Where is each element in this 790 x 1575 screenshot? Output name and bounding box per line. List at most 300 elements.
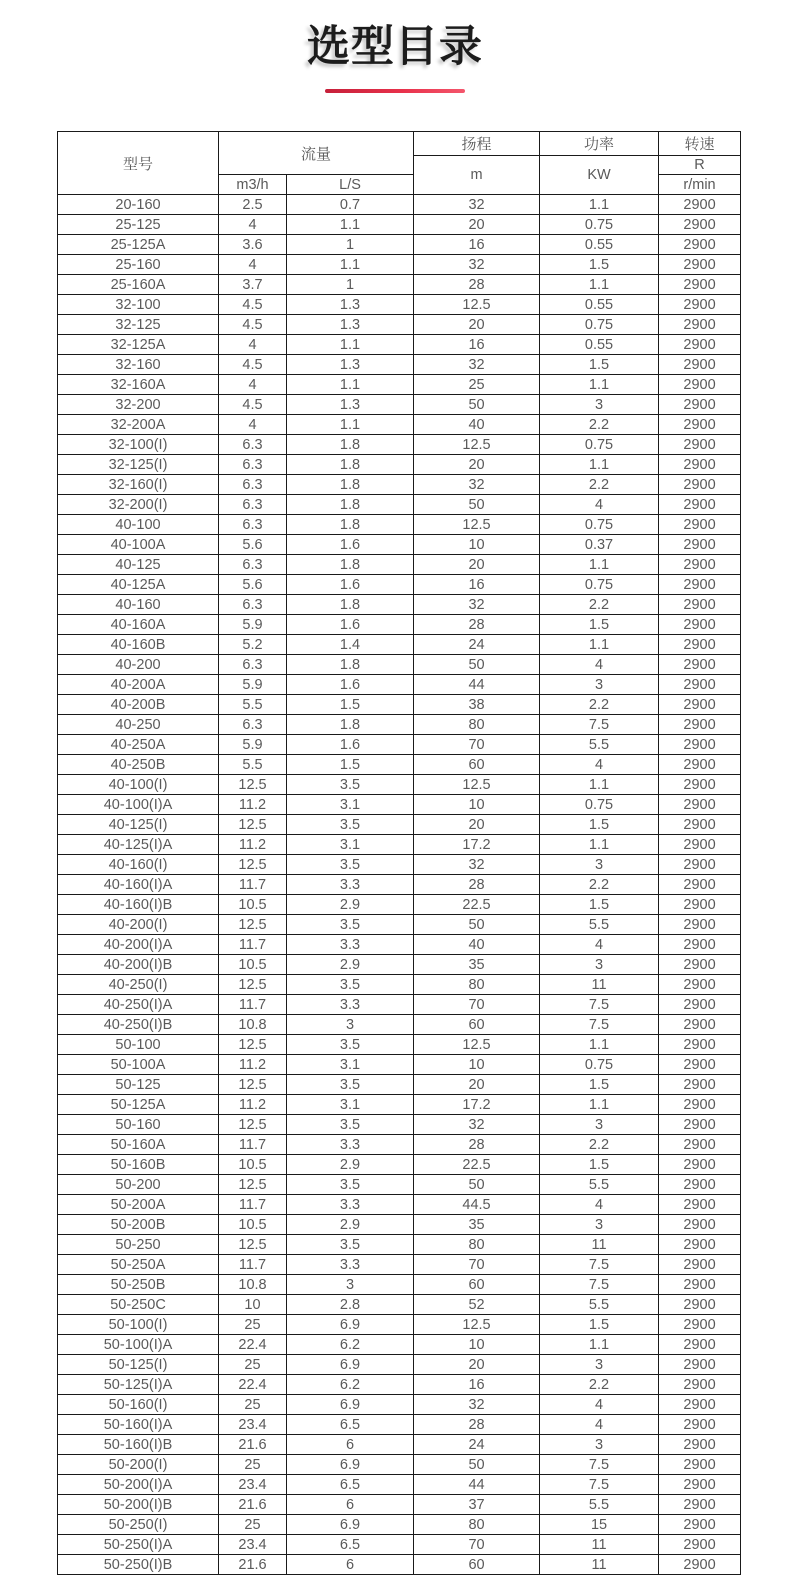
table-cell: 25-160 — [58, 255, 219, 275]
table-cell: 1.1 — [540, 1335, 659, 1355]
table-cell: 2900 — [659, 895, 741, 915]
table-cell: 40-200(I)B — [58, 955, 219, 975]
table-row — [58, 1435, 741, 1455]
table-cell: 50-160(I) — [58, 1395, 219, 1415]
table-cell: 10 — [414, 535, 540, 555]
table-row — [58, 1235, 741, 1255]
table-row — [58, 255, 741, 275]
table-cell: 3.5 — [287, 1235, 414, 1255]
table-cell: 32 — [414, 855, 540, 875]
table-cell: 11 — [540, 1555, 659, 1575]
table-row — [58, 1175, 741, 1195]
table-row — [58, 235, 741, 255]
table-cell: 1.1 — [287, 215, 414, 235]
table-cell: 1.6 — [287, 675, 414, 695]
table-cell: 4 — [540, 935, 659, 955]
table-cell: 25 — [219, 1455, 287, 1475]
table-cell: 40-160 — [58, 595, 219, 615]
table-cell: 24 — [414, 635, 540, 655]
table-cell: 28 — [414, 615, 540, 635]
table-cell: 2.2 — [540, 1135, 659, 1155]
table-cell: 4 — [219, 415, 287, 435]
table-cell: 2900 — [659, 1275, 741, 1295]
table-cell: 23.4 — [219, 1475, 287, 1495]
table-cell: 32-160 — [58, 355, 219, 375]
table-cell: 1.1 — [540, 775, 659, 795]
table-cell: 1.8 — [287, 655, 414, 675]
table-cell: 38 — [414, 695, 540, 715]
table-cell: 5.2 — [219, 635, 287, 655]
table-cell: 2900 — [659, 1115, 741, 1135]
table-cell: 40-160(I) — [58, 855, 219, 875]
table-cell: 0.75 — [540, 1055, 659, 1075]
table-cell: 1.1 — [540, 1035, 659, 1055]
header-flow-unit-ls: L/S — [287, 175, 414, 195]
table-cell: 1.1 — [287, 255, 414, 275]
table-cell: 3.5 — [287, 815, 414, 835]
table-row — [58, 455, 741, 475]
table-cell: 44 — [414, 675, 540, 695]
table-cell: 40-200B — [58, 695, 219, 715]
table-row — [58, 295, 741, 315]
table-cell: 5.5 — [540, 915, 659, 935]
table-row — [58, 1495, 741, 1515]
table-cell: 10 — [414, 1055, 540, 1075]
header-speed-unit-r: R — [659, 156, 741, 175]
table-cell: 1.4 — [287, 635, 414, 655]
table-cell: 2900 — [659, 1315, 741, 1335]
table-cell: 28 — [414, 275, 540, 295]
table-cell: 5.5 — [540, 735, 659, 755]
header-power: 功率 — [540, 132, 659, 156]
table-cell: 1.5 — [540, 255, 659, 275]
header-flow-unit-m3h: m3/h — [219, 175, 287, 195]
table-cell: 5.6 — [219, 575, 287, 595]
table-row — [58, 635, 741, 655]
table-cell: 20 — [414, 1355, 540, 1375]
table-cell: 3.5 — [287, 1035, 414, 1055]
table-row — [58, 1135, 741, 1155]
table-cell: 5.6 — [219, 535, 287, 555]
table-cell: 16 — [414, 1375, 540, 1395]
table-cell: 11.7 — [219, 1135, 287, 1155]
table-cell: 32-200A — [58, 415, 219, 435]
table-row — [58, 735, 741, 755]
table-cell: 80 — [414, 975, 540, 995]
table-cell: 6.3 — [219, 515, 287, 535]
table-cell: 23.4 — [219, 1535, 287, 1555]
table-cell: 16 — [414, 235, 540, 255]
table-row — [58, 875, 741, 895]
table-row — [58, 415, 741, 435]
table-cell: 2900 — [659, 295, 741, 315]
table-cell: 5.9 — [219, 735, 287, 755]
table-cell: 2900 — [659, 515, 741, 535]
table-cell: 2.2 — [540, 1375, 659, 1395]
table-cell: 2900 — [659, 215, 741, 235]
table-cell: 3 — [540, 955, 659, 975]
table-cell: 50-200 — [58, 1175, 219, 1195]
table-cell: 0.75 — [540, 515, 659, 535]
table-cell: 3 — [287, 1275, 414, 1295]
table-cell: 1.1 — [540, 455, 659, 475]
table-cell: 4 — [540, 755, 659, 775]
table-cell: 1.1 — [540, 635, 659, 655]
table-cell: 2900 — [659, 1155, 741, 1175]
table-cell: 4 — [219, 335, 287, 355]
table-cell: 7.5 — [540, 1475, 659, 1495]
table-cell: 1.1 — [540, 195, 659, 215]
table-cell: 40-100 — [58, 515, 219, 535]
table-cell: 52 — [414, 1295, 540, 1315]
table-cell: 50-100 — [58, 1035, 219, 1055]
table-row — [58, 595, 741, 615]
table-cell: 3.3 — [287, 935, 414, 955]
table-cell: 32-125A — [58, 335, 219, 355]
table-cell: 1.3 — [287, 355, 414, 375]
table-cell: 2900 — [659, 595, 741, 615]
table-cell: 50-160B — [58, 1155, 219, 1175]
table-cell: 12.5 — [414, 1035, 540, 1055]
table-cell: 11.2 — [219, 1055, 287, 1075]
table-row — [58, 515, 741, 535]
table-cell: 11 — [540, 975, 659, 995]
table-row — [58, 675, 741, 695]
table-cell: 2900 — [659, 1555, 741, 1575]
table-cell: 32-100 — [58, 295, 219, 315]
table-cell: 5.5 — [540, 1495, 659, 1515]
table-cell: 2900 — [659, 915, 741, 935]
table-cell: 2.9 — [287, 955, 414, 975]
table-row — [58, 275, 741, 295]
table-cell: 1.5 — [540, 615, 659, 635]
table-cell: 70 — [414, 995, 540, 1015]
table-cell: 2.9 — [287, 1215, 414, 1235]
table-cell: 32 — [414, 195, 540, 215]
table-cell: 2900 — [659, 455, 741, 475]
table-cell: 6 — [287, 1495, 414, 1515]
table-cell: 3.3 — [287, 1195, 414, 1215]
table-cell: 4 — [219, 215, 287, 235]
table-cell: 0.75 — [540, 315, 659, 335]
table-cell: 6.3 — [219, 555, 287, 575]
table-cell: 20 — [414, 455, 540, 475]
table-cell: 40-160B — [58, 635, 219, 655]
table-header — [58, 132, 741, 195]
table-cell: 3 — [540, 1435, 659, 1455]
table-row — [58, 995, 741, 1015]
table-cell: 1.1 — [540, 275, 659, 295]
table-row — [58, 615, 741, 635]
table-cell: 40-100(I)A — [58, 795, 219, 815]
table-cell: 4 — [540, 1195, 659, 1215]
table-cell: 50-125(I)A — [58, 1375, 219, 1395]
table-cell: 32 — [414, 1395, 540, 1415]
table-cell: 6.3 — [219, 595, 287, 615]
table-cell: 50-100A — [58, 1055, 219, 1075]
table-cell: 2900 — [659, 255, 741, 275]
table-cell: 40 — [414, 935, 540, 955]
table-cell: 6.2 — [287, 1335, 414, 1355]
table-cell: 40-125A — [58, 575, 219, 595]
table-cell: 2900 — [659, 1195, 741, 1215]
table-cell: 2.2 — [540, 875, 659, 895]
table-cell: 50-250B — [58, 1275, 219, 1295]
table-cell: 1.1 — [540, 555, 659, 575]
table-row — [58, 215, 741, 235]
table-cell: 22.4 — [219, 1335, 287, 1355]
table-cell: 24 — [414, 1435, 540, 1455]
table-cell: 1.8 — [287, 715, 414, 735]
table-cell: 12.5 — [414, 775, 540, 795]
table-cell: 32 — [414, 595, 540, 615]
table-cell: 2900 — [659, 1015, 741, 1035]
table-cell: 0.55 — [540, 335, 659, 355]
table-row — [58, 1295, 741, 1315]
table-row — [58, 1055, 741, 1075]
table-cell: 1.5 — [540, 895, 659, 915]
table-cell: 5.9 — [219, 615, 287, 635]
table-cell: 10.8 — [219, 1275, 287, 1295]
table-cell: 4.5 — [219, 355, 287, 375]
table-cell: 2900 — [659, 835, 741, 855]
table-cell: 7.5 — [540, 1255, 659, 1275]
table-cell: 32 — [414, 1115, 540, 1135]
table-row — [58, 1255, 741, 1275]
table-cell: 22.5 — [414, 1155, 540, 1175]
table-cell: 2.2 — [540, 595, 659, 615]
table-cell: 80 — [414, 1515, 540, 1535]
table-cell: 3.5 — [287, 915, 414, 935]
table-row — [58, 755, 741, 775]
table-cell: 2900 — [659, 235, 741, 255]
table-cell: 3 — [540, 855, 659, 875]
table-row — [58, 955, 741, 975]
table-cell: 50-250A — [58, 1255, 219, 1275]
table-cell: 12.5 — [219, 1075, 287, 1095]
table-cell: 10 — [414, 795, 540, 815]
table-cell: 2900 — [659, 415, 741, 435]
table-cell: 21.6 — [219, 1495, 287, 1515]
table-cell: 40-250(I)A — [58, 995, 219, 1015]
table-cell: 40-200 — [58, 655, 219, 675]
table-cell: 70 — [414, 1535, 540, 1555]
table-cell: 2900 — [659, 735, 741, 755]
table-cell: 1.1 — [287, 335, 414, 355]
table-cell: 2900 — [659, 615, 741, 635]
table-cell: 12.5 — [414, 295, 540, 315]
table-cell: 3 — [540, 1215, 659, 1235]
table-cell: 2900 — [659, 475, 741, 495]
table-cell: 50-160 — [58, 1115, 219, 1135]
table-cell: 3.5 — [287, 1115, 414, 1135]
table-cell: 11.7 — [219, 935, 287, 955]
table-cell: 2900 — [659, 1175, 741, 1195]
table-cell: 2900 — [659, 955, 741, 975]
table-cell: 11.7 — [219, 1195, 287, 1215]
table-cell: 4 — [540, 1415, 659, 1435]
table-cell: 0.55 — [540, 295, 659, 315]
header-head: 扬程 — [414, 132, 540, 156]
table-cell: 10 — [219, 1295, 287, 1315]
table-cell: 50-160(I)B — [58, 1435, 219, 1455]
table-cell: 25-160A — [58, 275, 219, 295]
table-cell: 2900 — [659, 1255, 741, 1275]
table-row — [58, 1015, 741, 1035]
table-row — [58, 915, 741, 935]
table-cell: 1.1 — [540, 835, 659, 855]
table-cell: 70 — [414, 1255, 540, 1275]
table-cell: 2.5 — [219, 195, 287, 215]
table-cell: 17.2 — [414, 1095, 540, 1115]
table-cell: 1.3 — [287, 295, 414, 315]
table-cell: 11.7 — [219, 995, 287, 1015]
table-cell: 7.5 — [540, 1455, 659, 1475]
table-cell: 1.5 — [287, 755, 414, 775]
table-cell: 2900 — [659, 995, 741, 1015]
table-row — [58, 1095, 741, 1115]
table-cell: 44.5 — [414, 1195, 540, 1215]
table-cell: 3.3 — [287, 995, 414, 1015]
table-cell: 32 — [414, 255, 540, 275]
table-cell: 50-125 — [58, 1075, 219, 1095]
table-cell: 2900 — [659, 775, 741, 795]
table-cell: 20 — [414, 815, 540, 835]
header-flow: 流量 — [219, 132, 414, 175]
title-divider — [325, 89, 465, 93]
table-cell: 2.2 — [540, 695, 659, 715]
table-cell: 2900 — [659, 1435, 741, 1455]
table-row — [58, 775, 741, 795]
table-cell: 12.5 — [219, 775, 287, 795]
table-row — [58, 355, 741, 375]
table-cell: 2900 — [659, 555, 741, 575]
table-cell: 1.1 — [287, 375, 414, 395]
table-cell: 2900 — [659, 675, 741, 695]
table-row — [58, 1115, 741, 1135]
table-cell: 0.75 — [540, 575, 659, 595]
table-row — [58, 1155, 741, 1175]
table-row — [58, 575, 741, 595]
table-cell: 50-250 — [58, 1235, 219, 1255]
table-cell: 0.55 — [540, 235, 659, 255]
table-cell: 7.5 — [540, 715, 659, 735]
table-cell: 2.2 — [540, 475, 659, 495]
table-cell: 10.8 — [219, 1015, 287, 1035]
table-cell: 3.1 — [287, 795, 414, 815]
table-cell: 3.1 — [287, 1095, 414, 1115]
table-row — [58, 1315, 741, 1335]
table-cell: 25 — [219, 1515, 287, 1535]
table-cell: 1.5 — [540, 815, 659, 835]
table-cell: 17.2 — [414, 835, 540, 855]
table-cell: 40-160(I)B — [58, 895, 219, 915]
header-power-unit: KW — [540, 156, 659, 195]
table-cell: 6.2 — [287, 1375, 414, 1395]
table-cell: 80 — [414, 1235, 540, 1255]
table-cell: 11.7 — [219, 875, 287, 895]
page-title: 选型目录 — [307, 23, 483, 71]
table-cell: 2900 — [659, 1075, 741, 1095]
table-cell: 10.5 — [219, 955, 287, 975]
table-row — [58, 795, 741, 815]
table-cell: 3 — [540, 395, 659, 415]
table-cell: 2900 — [659, 1335, 741, 1355]
table-cell: 4.5 — [219, 395, 287, 415]
table-cell: 12.5 — [414, 515, 540, 535]
table-cell: 2900 — [659, 1475, 741, 1495]
table-cell: 35 — [414, 955, 540, 975]
table-cell: 16 — [414, 335, 540, 355]
table-row — [58, 495, 741, 515]
table-cell: 40-125(I) — [58, 815, 219, 835]
table-cell: 6.9 — [287, 1455, 414, 1475]
table-cell: 2900 — [659, 195, 741, 215]
table-row — [58, 1455, 741, 1475]
table-row — [58, 715, 741, 735]
table-cell: 35 — [414, 1215, 540, 1235]
table-cell: 2900 — [659, 815, 741, 835]
table-cell: 2900 — [659, 715, 741, 735]
table-row — [58, 555, 741, 575]
table-cell: 25 — [219, 1315, 287, 1335]
header-speed-unit-rmin: r/min — [659, 175, 741, 195]
table-cell: 1.5 — [287, 695, 414, 715]
selection-catalog-table — [57, 131, 741, 1575]
table-cell: 12.5 — [219, 815, 287, 835]
table-cell: 12.5 — [414, 1315, 540, 1335]
table-cell: 6.5 — [287, 1415, 414, 1435]
table-cell: 11.2 — [219, 795, 287, 815]
table-row — [58, 1555, 741, 1575]
table-cell: 28 — [414, 875, 540, 895]
table-cell: 60 — [414, 1275, 540, 1295]
table-cell: 2900 — [659, 495, 741, 515]
table-cell: 2900 — [659, 575, 741, 595]
table-cell: 6 — [287, 1555, 414, 1575]
table-cell: 21.6 — [219, 1435, 287, 1455]
table-cell: 2900 — [659, 1515, 741, 1535]
table-cell: 20 — [414, 555, 540, 575]
table-cell: 2900 — [659, 1395, 741, 1415]
table-cell: 10.5 — [219, 895, 287, 915]
table-cell: 32 — [414, 475, 540, 495]
table-cell: 25 — [414, 375, 540, 395]
table-cell: 3.6 — [219, 235, 287, 255]
table-cell: 32-125(I) — [58, 455, 219, 475]
table-cell: 20 — [414, 1075, 540, 1095]
table-cell: 2900 — [659, 275, 741, 295]
table-cell: 2900 — [659, 1455, 741, 1475]
table-cell: 32-160A — [58, 375, 219, 395]
table-cell: 2900 — [659, 855, 741, 875]
table-cell: 2900 — [659, 1055, 741, 1075]
table-cell: 32-200 — [58, 395, 219, 415]
table-cell: 1.8 — [287, 495, 414, 515]
table-cell: 2.8 — [287, 1295, 414, 1315]
table-cell: 2900 — [659, 755, 741, 775]
table-cell: 2900 — [659, 635, 741, 655]
table-cell: 1.1 — [540, 1095, 659, 1115]
table-cell: 3.3 — [287, 875, 414, 895]
table-cell: 12.5 — [219, 1175, 287, 1195]
table-cell: 1 — [287, 275, 414, 295]
table-cell: 16 — [414, 575, 540, 595]
table-row — [58, 195, 741, 215]
table-cell: 3.5 — [287, 1075, 414, 1095]
table-cell: 2900 — [659, 1375, 741, 1395]
table-cell: 3.5 — [287, 975, 414, 995]
